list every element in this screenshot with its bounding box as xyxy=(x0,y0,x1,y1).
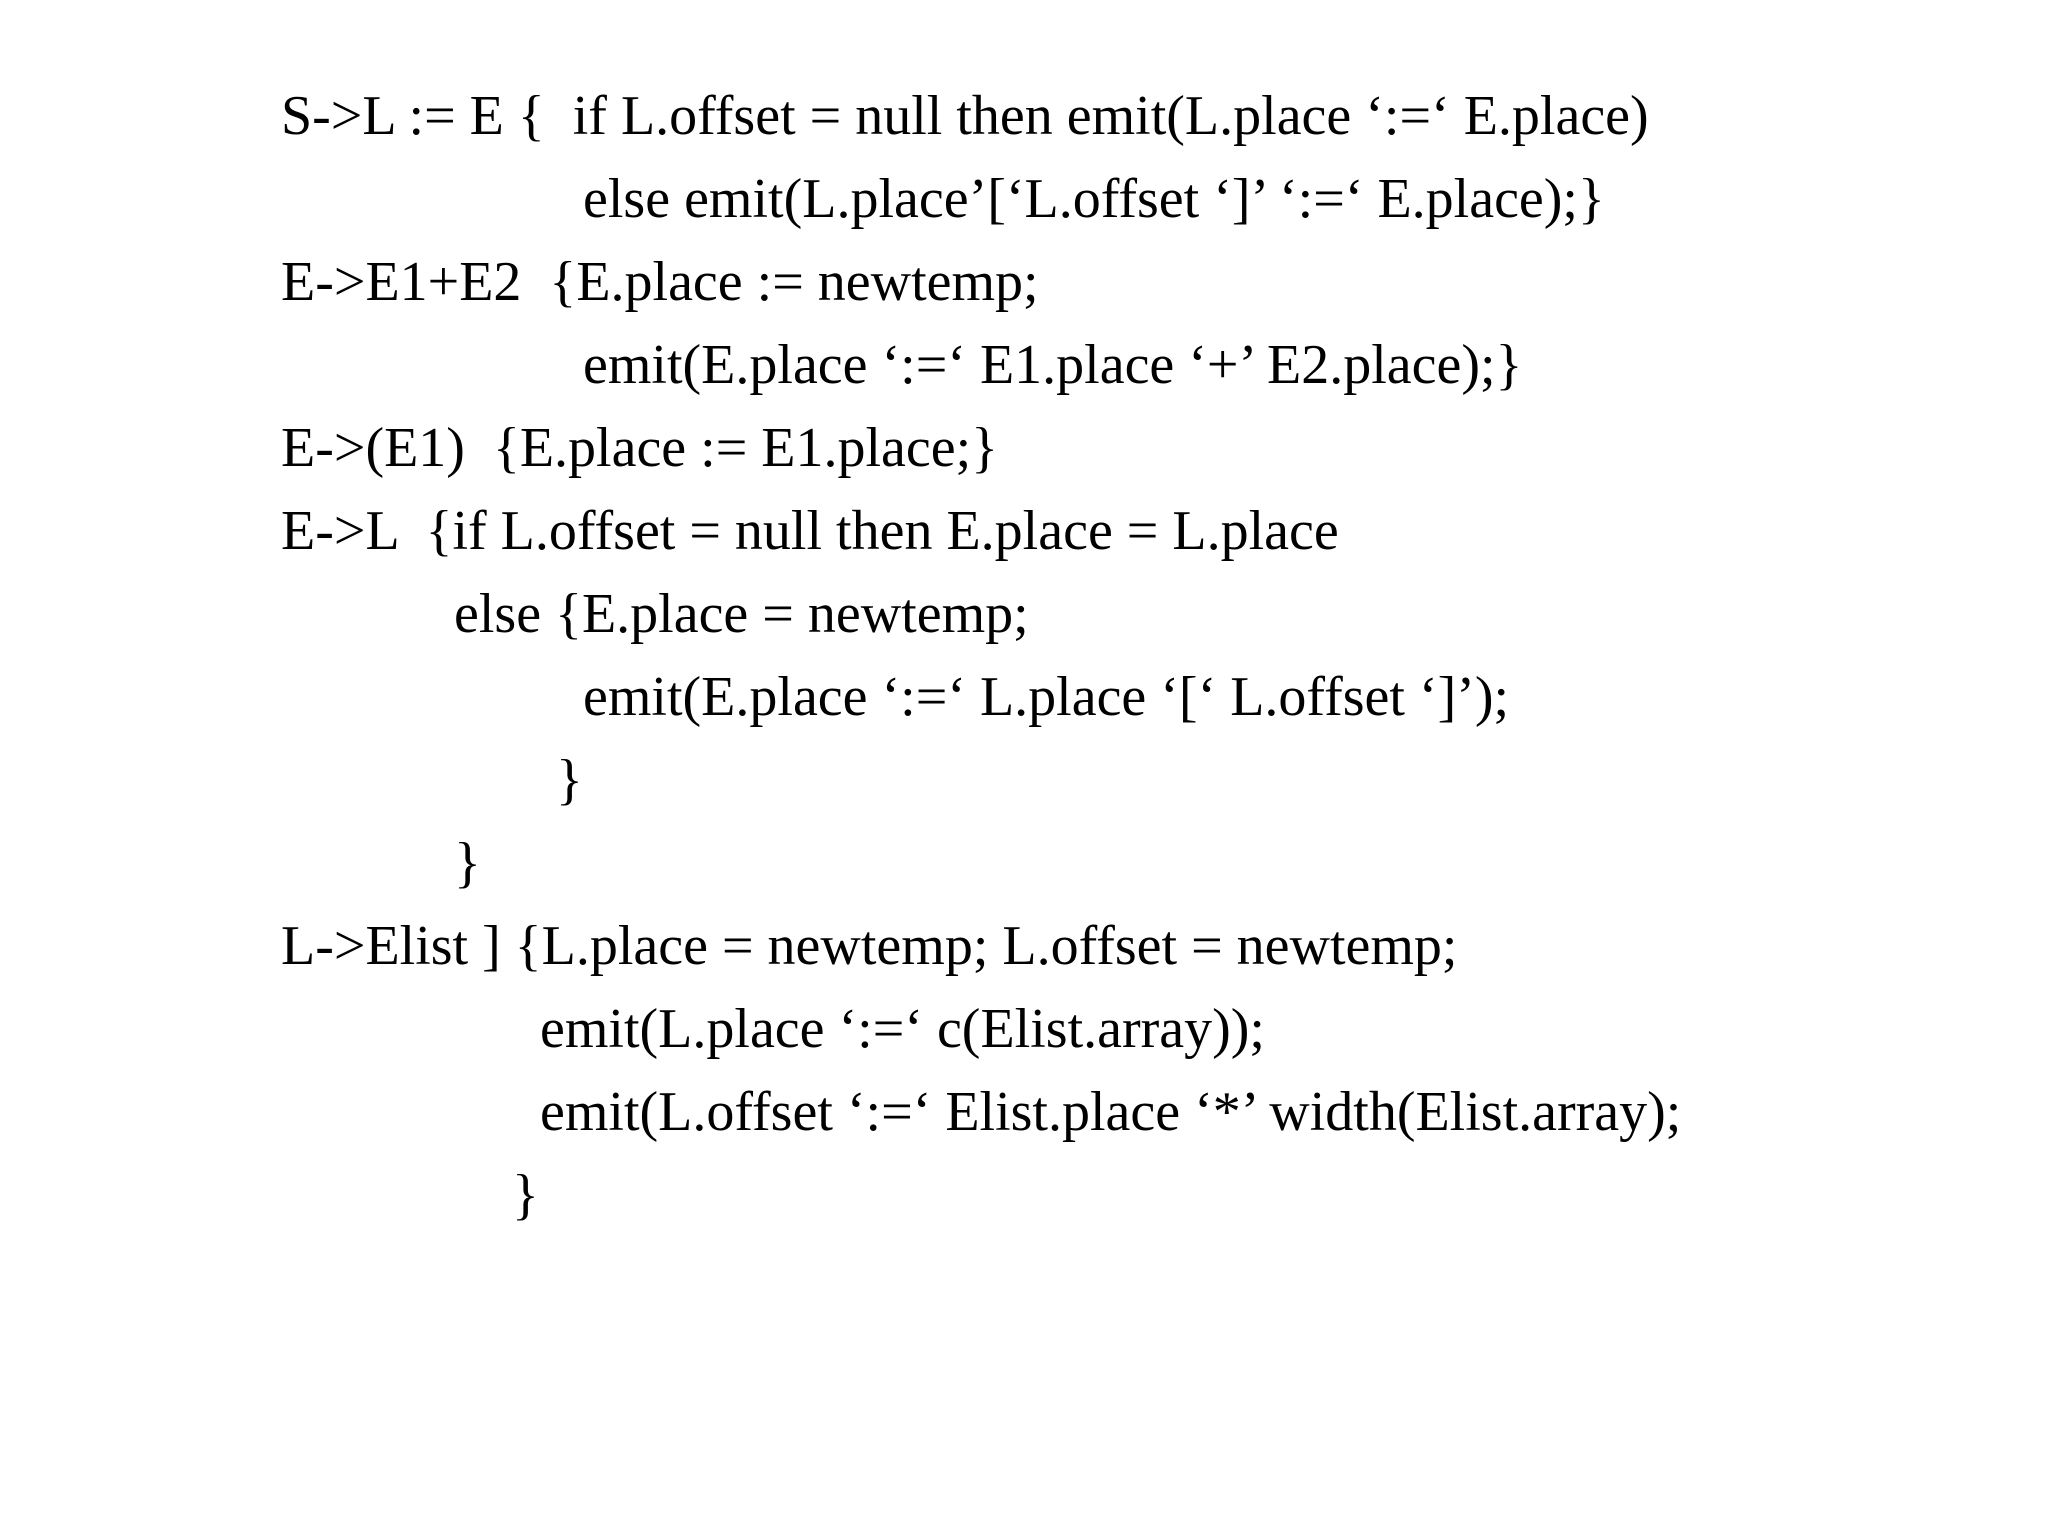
code-line-13: emit(L.offset ‘:=‘ Elist.place ‘*’ width(Elist.array); xyxy=(540,1081,1682,1143)
code-line-6: E->L {if L.offset = null then E.place = L.place xyxy=(281,500,1339,562)
code-line-10: } xyxy=(454,832,481,894)
code-line-7: else {E.place = newtemp; xyxy=(454,583,1029,645)
code-line-11: L->Elist ] {L.place = newtemp; L.offset = newtemp; xyxy=(281,915,1458,977)
code-line-12: emit(L.place ‘:=‘ c(Elist.array)); xyxy=(540,998,1265,1060)
code-line-14: } xyxy=(512,1164,539,1226)
code-line-3: E->E1+E2 {E.place := newtemp; xyxy=(281,251,1039,313)
code-line-4: emit(E.place ‘:=‘ E1.place ‘+’ E2.place);} xyxy=(583,334,1523,396)
code-line-1: S->L := E { if L.offset = null then emit(L.place ‘:=‘ E.place) xyxy=(281,85,1649,147)
code-line-9: } xyxy=(556,749,583,811)
code-line-2: else emit(L.place’[‘L.offset ‘]’ ‘:=‘ E.place);} xyxy=(583,168,1605,230)
code-line-8: emit(E.place ‘:=‘ L.place ‘[‘ L.offset ‘]’); xyxy=(583,666,1510,728)
code-line-5: E->(E1) {E.place := E1.place;} xyxy=(281,417,999,479)
